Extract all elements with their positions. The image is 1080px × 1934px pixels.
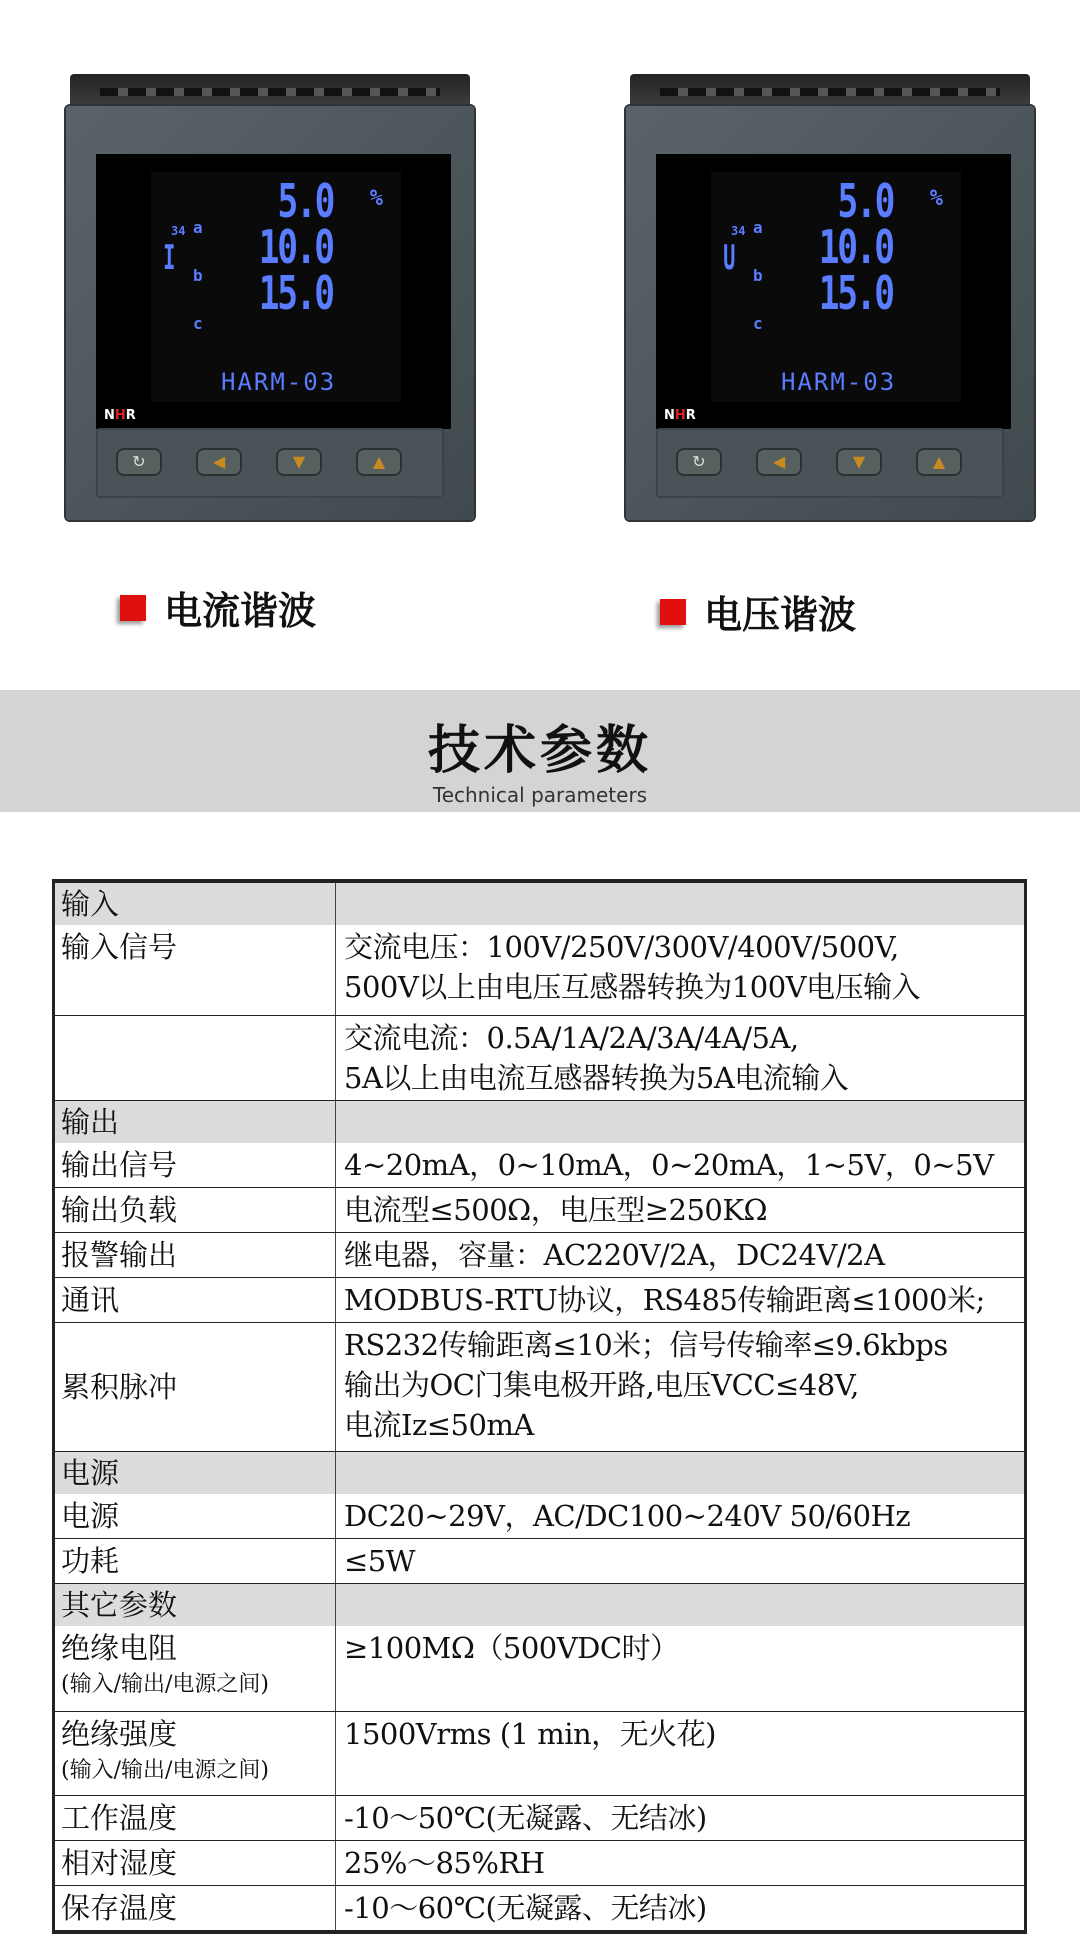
param-value: RS232传输距离≤10米；信号传输率≤9.6kbps 输出为OC门集电极开路,电压VCC≤48V, 电流Iz≤50mA [336,1322,1026,1451]
quantity-symbol: U [723,238,736,278]
up-arrow-icon: ▲ [372,452,386,471]
down-arrow-icon: ▼ [292,452,306,471]
phase-label: c [753,314,763,333]
table-row [54,1796,1026,1841]
param-name: 绝缘强度 (输入/输出/电源之间) [54,1712,336,1796]
refresh-icon: ↻ [132,452,146,471]
meter-device [60,74,480,520]
section-row [54,1451,1026,1494]
param-name [54,1015,336,1100]
phase-label: a [193,218,203,237]
table-row [54,1538,1026,1583]
param-name: 通讯 [54,1277,336,1322]
param-name: 输出信号 [54,1143,336,1188]
quantity-symbol: I [163,238,176,278]
left-arrow-button[interactable] [196,448,242,476]
phase-label: b [753,266,763,285]
up-arrow-button[interactable] [356,448,402,476]
keypad [96,428,444,498]
phase-value: 15.0 [818,266,893,320]
section-title: 技术参数 [427,721,652,781]
lcd-display [151,172,401,402]
param-value: 25%～85%RH [336,1841,1026,1886]
table-row [54,1841,1026,1886]
mode-label: HARM-03 [781,368,897,396]
down-arrow-button[interactable] [276,448,322,476]
brand-logo: NHR [664,408,696,423]
device-bezel [626,106,1034,520]
param-name: 累积脉冲 [54,1322,336,1451]
table-row [54,925,1026,1015]
table-row [54,1232,1026,1277]
device-screen [96,154,451,429]
section-row [54,1583,1026,1626]
param-value: 4~20mA，0~10mA，0~20mA，1~5V，0~5V [336,1143,1026,1188]
section-subtitle: Technical parameters [432,783,648,807]
phase-label: a [753,218,763,237]
table-row [54,1712,1026,1796]
section-banner [0,690,1080,812]
param-name: 输出 [54,1100,336,1143]
param-value: ≤5W [336,1538,1026,1583]
param-value: 电流型≤500Ω，电压型≥250KΩ [336,1187,1026,1232]
section-row [54,881,1026,925]
harmonic-order: 34 [171,224,186,238]
section-row [54,1100,1026,1143]
param-name: 电源 [54,1494,336,1539]
phase-value: 15.0 [258,266,333,320]
param-name: 工作温度 [54,1796,336,1841]
mode-label: HARM-03 [221,368,337,396]
device-caption: 电流谐波 [120,580,316,635]
param-value: ≥100MΩ（500VDC时） [336,1626,1026,1712]
table-row [54,1277,1026,1322]
up-arrow-button[interactable] [916,448,962,476]
param-value [336,1100,1026,1143]
keypad [656,428,1004,498]
param-name: 其它参数 [54,1583,336,1626]
param-name: 输入信号 [54,925,336,1015]
param-name: 输出负载 [54,1187,336,1232]
table-row [54,1015,1026,1100]
param-value: 继电器，容量：AC220V/2A，DC24V/2A [336,1232,1026,1277]
table-row [54,1322,1026,1451]
param-name: 相对湿度 [54,1841,336,1886]
param-value [336,881,1026,925]
table-row [54,1187,1026,1232]
refresh-icon: ↻ [692,452,706,471]
left-arrow-icon: ◀ [212,452,226,471]
device-screen [656,154,1011,429]
left-arrow-icon: ◀ [772,452,786,471]
phase-value: 5.0 [837,174,893,228]
bullet-icon [660,599,686,625]
param-name: 输入 [54,881,336,925]
param-value: MODBUS-RTU协议，RS485传输距离≤1000米; [336,1277,1026,1322]
table-row [54,1886,1026,1933]
param-note: (输入/输出/电源之间) [61,1758,269,1783]
param-value: 1500Vrms (1 min，无火花) [336,1712,1026,1796]
harmonic-order: 34 [731,224,746,238]
param-note: (输入/输出/电源之间) [61,1671,269,1697]
phase-label: b [193,266,203,285]
device-caption: 电压谐波 [660,584,856,639]
param-value: 交流电流：0.5A/1A/2A/3A/4A/5A, 5A以上由电流互感器转换为5A电流输入 [336,1015,1026,1100]
device-bezel [66,106,474,520]
param-name: 保存温度 [54,1886,336,1933]
phase-value: 10.0 [258,220,333,274]
phase-label: c [193,314,203,333]
param-name: 电源 [54,1451,336,1494]
refresh-button[interactable] [676,448,722,476]
param-value: -10～50℃(无凝露、无结冰) [336,1796,1026,1841]
up-arrow-icon: ▲ [932,452,946,471]
table-row [54,1143,1026,1188]
unit-label: % [929,186,943,211]
bullet-icon [120,595,146,621]
param-value [336,1451,1026,1494]
left-arrow-button[interactable] [756,448,802,476]
meter-device [620,74,1040,520]
spec-table [52,879,1027,1934]
param-name: 绝缘电阻 (输入/输出/电源之间) [54,1626,336,1712]
phase-value: 10.0 [818,220,893,274]
param-name: 报警输出 [54,1232,336,1277]
param-value: 交流电压：100V/250V/300V/400V/500V, 500V以上由电压互感器转换为100V电压输入 [336,925,1026,1015]
param-value [336,1583,1026,1626]
param-value: DC20~29V，AC/DC100~240V 50/60Hz [336,1494,1026,1539]
table-row [54,1494,1026,1539]
unit-label: % [369,186,383,211]
down-arrow-button[interactable] [836,448,882,476]
lcd-display [711,172,961,402]
param-value: -10～60℃(无凝露、无结冰) [336,1886,1026,1933]
table-row [54,1626,1026,1712]
phase-value: 5.0 [277,174,333,228]
brand-logo: NHR [104,408,136,423]
refresh-button[interactable] [116,448,162,476]
param-name: 功耗 [54,1538,336,1583]
down-arrow-icon: ▼ [852,452,866,471]
